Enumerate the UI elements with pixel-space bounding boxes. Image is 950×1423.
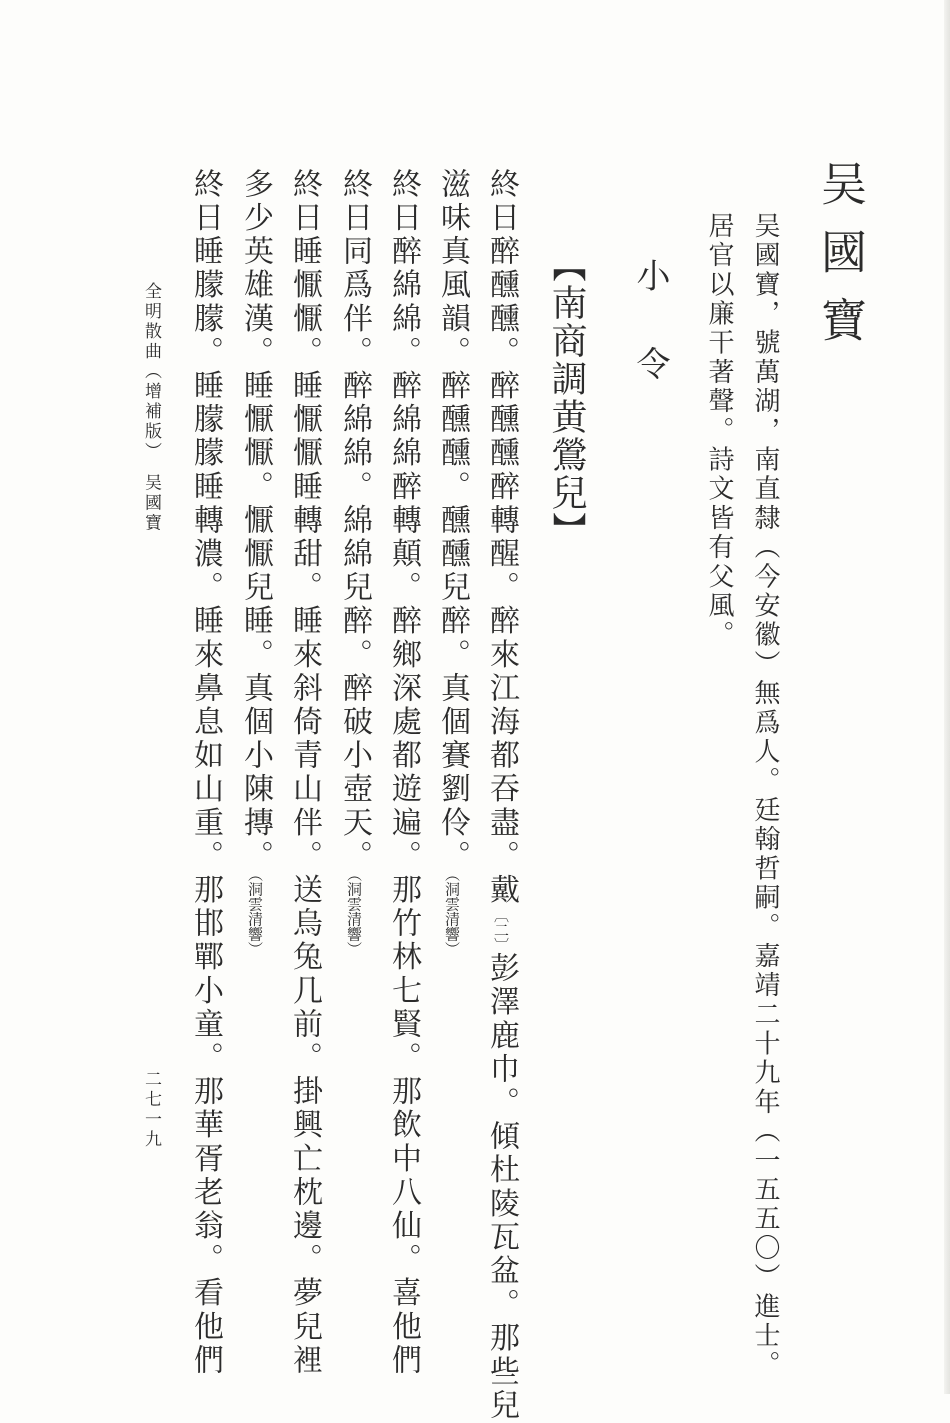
tune-bracket-open: 【 (546, 248, 586, 284)
source-note: （洞雲清響） (345, 873, 363, 957)
section-heading: 小令 (630, 258, 670, 434)
verse-line-4 (337, 168, 372, 957)
verse-text: 多少英雄漢。睡懨懨。懨懨兒睡。真個小陳摶。 (238, 168, 273, 874)
source-note: （洞雲清響） (443, 873, 461, 957)
verse-text: 終日睡懨懨。睡懨懨睡轉甜。睡來斜倚青山伴。送烏兔几前。掛興亡枕邊。夢兒裡 (287, 168, 322, 1378)
tune-title (546, 248, 587, 548)
author-name: 吴國寶 (814, 160, 868, 364)
verse-line-3 (386, 168, 421, 1378)
author-bio-line-1: 吴國寶，號萬湖，南直隸（今安徽）無爲人。廷翰哲嗣。嘉靖二十九年（一五五〇）進士。 (750, 212, 780, 1380)
tune-bracket-close: 】 (546, 512, 586, 548)
verse-text: 滋味真風韻。醉醺醺。醺醺兒醉。真個賽劉伶。 (435, 168, 470, 874)
verse-line-2 (435, 168, 470, 957)
footnote-mark: 〔二〕 (492, 907, 510, 953)
author-bio-line-2: 居官以廉干著聲。詩文皆有父風。 (704, 212, 734, 650)
source-note: （洞雲清響） (246, 873, 264, 957)
verse-line-1 (484, 168, 519, 1423)
scan-edge-shadow (944, 0, 950, 1394)
verse-line-6 (238, 168, 273, 957)
verse-line-7 (188, 168, 223, 1378)
page-number: 二七一九 (141, 1070, 161, 1150)
verse-text: 終日醉綿綿。醉綿綿醉轉顛。醉鄉深處都遊遍。那竹林七賢。那飲中八仙。喜他們 (386, 168, 421, 1378)
verse-text: 終日醉醺醺。醉醺醺醉轉醒。醉來江海都吞盡。戴 (484, 168, 519, 908)
tune-name: 南商調黄鶯兒 (546, 284, 587, 512)
verse-text-cont: 彭澤鹿巾。傾杜陵瓦盆。那些兒 (484, 952, 519, 1423)
running-footer: 全明散曲（增補版） 吴國寶 (141, 282, 161, 534)
verse-text: 終日睡朦朦。睡朦朦睡轉濃。睡來鼻息如山重。那邯鄲小童。那華胥老翁。看他們 (188, 168, 223, 1378)
verse-line-5 (287, 168, 322, 1378)
verse-text: 終日同爲伴。醉綿綿。綿綿兒醉。醉破小壺天。 (337, 168, 372, 874)
